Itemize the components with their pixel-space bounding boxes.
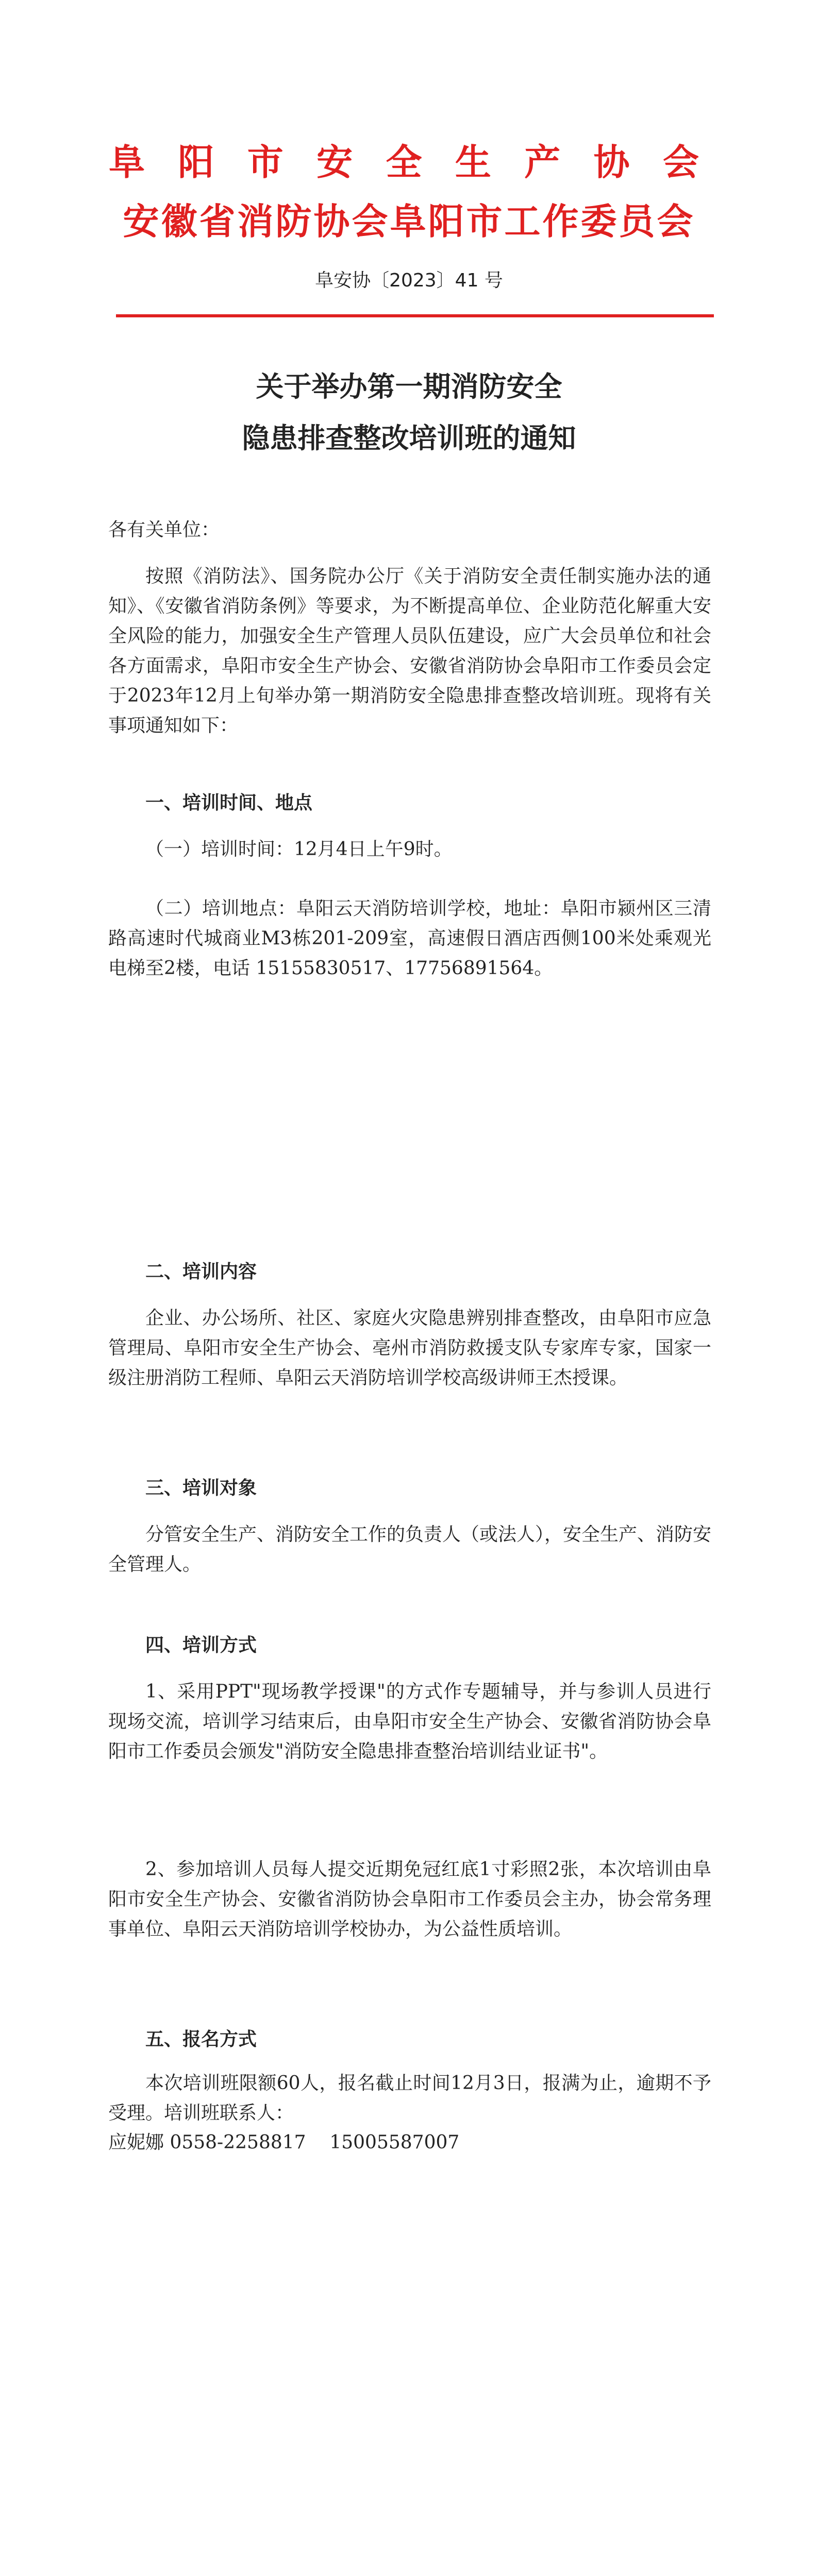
red-divider [116,314,714,317]
section-4-item-1: 1、采用PPT"现场教学授课"的方式作专题辅导，并与参训人员进行现场交流，培训学习结束后，由阜阳市安全生产协会、安徽省消防协会阜阳市工作委员会颁发"消防安全隐患排查整治培训结业证书"。 [108,1681,711,1762]
section-3-heading: 三、培训对象 [145,1478,257,1499]
issuer-name-line-2: 安徽省消防协会阜阳市工作委员会 [123,200,695,243]
document-number: 阜安协〔2023〕41 号 [315,270,503,291]
section-3-text: 分管安全生产、消防安全工作的负责人（或法人），安全生产、消防安全管理人。 [108,1524,712,1575]
document-title-line-1: 关于举办第一期消防安全 [256,370,562,403]
salutation: 各有关单位： [108,519,220,540]
intro-paragraph: 按照《消防法》、国务院办公厅《关于消防安全责任制实施办法的通知》、《安徽省消防条例》等要求，为不断提高单位、企业防范化解重大安全风险的能力，加强安全生产管理人员队伍建设，应广大会员单位和社会各方面需求，阜阳市安全生产协会、安徽省消防协会阜阳市工作委员会定于2023年12月上旬举办第一期消防安全隐患排查整改培训班。现将有关事项通知如下： [108,566,711,736]
section-2-text: 企业、办公场所、社区、家庭火灾隐患辨别排查整改，由阜阳市应急管理局、阜阳市安全生产协会、亳州市消防救援支队专家库专家，国家一级注册消防工程师、阜阳云天消防培训学校高级讲师王杰授课。 [108,1308,711,1388]
contact-line: 应妮娜 0558-2258817 15005587007 [108,2132,460,2153]
issuer-name-line-1: 阜 阳 市 安 全 生 产 协 会 [109,141,709,183]
section-4-heading: 四、培训方式 [145,1635,257,1656]
document-title-line-2: 隐患排查整改培训班的通知 [242,421,576,454]
section-1-item-2: （二）培训地点：阜阳云天消防培训学校，地址：阜阳市颍州区三清路高速时代城商业M3栋201-209室，高速假日酒店西侧100米处乘观光电梯至2楼，电话 15155830517、17756891564。 [108,898,711,979]
section-4-item-2: 2、参加培训人员每人提交近期免冠红底1寸彩照2张，本次培训由阜阳市安全生产协会、安徽省消防协会阜阳市工作委员会主办，协会常务理事单位、阜阳云天消防培训学校协办，为公益性质培训。 [108,1859,711,1940]
section-1-item-1: （一）培训时间：12月4日上午9时。 [145,839,453,860]
section-1-heading: 一、培训时间、地点 [145,792,313,814]
section-5-heading: 五、报名方式 [145,2029,257,2050]
section-2-heading: 二、培训内容 [145,1261,257,1282]
section-5-text: 本次培训班限额60人，报名截止时间12月3日，报满为止，逾期不予受理。培训班联系人： [108,2073,711,2124]
